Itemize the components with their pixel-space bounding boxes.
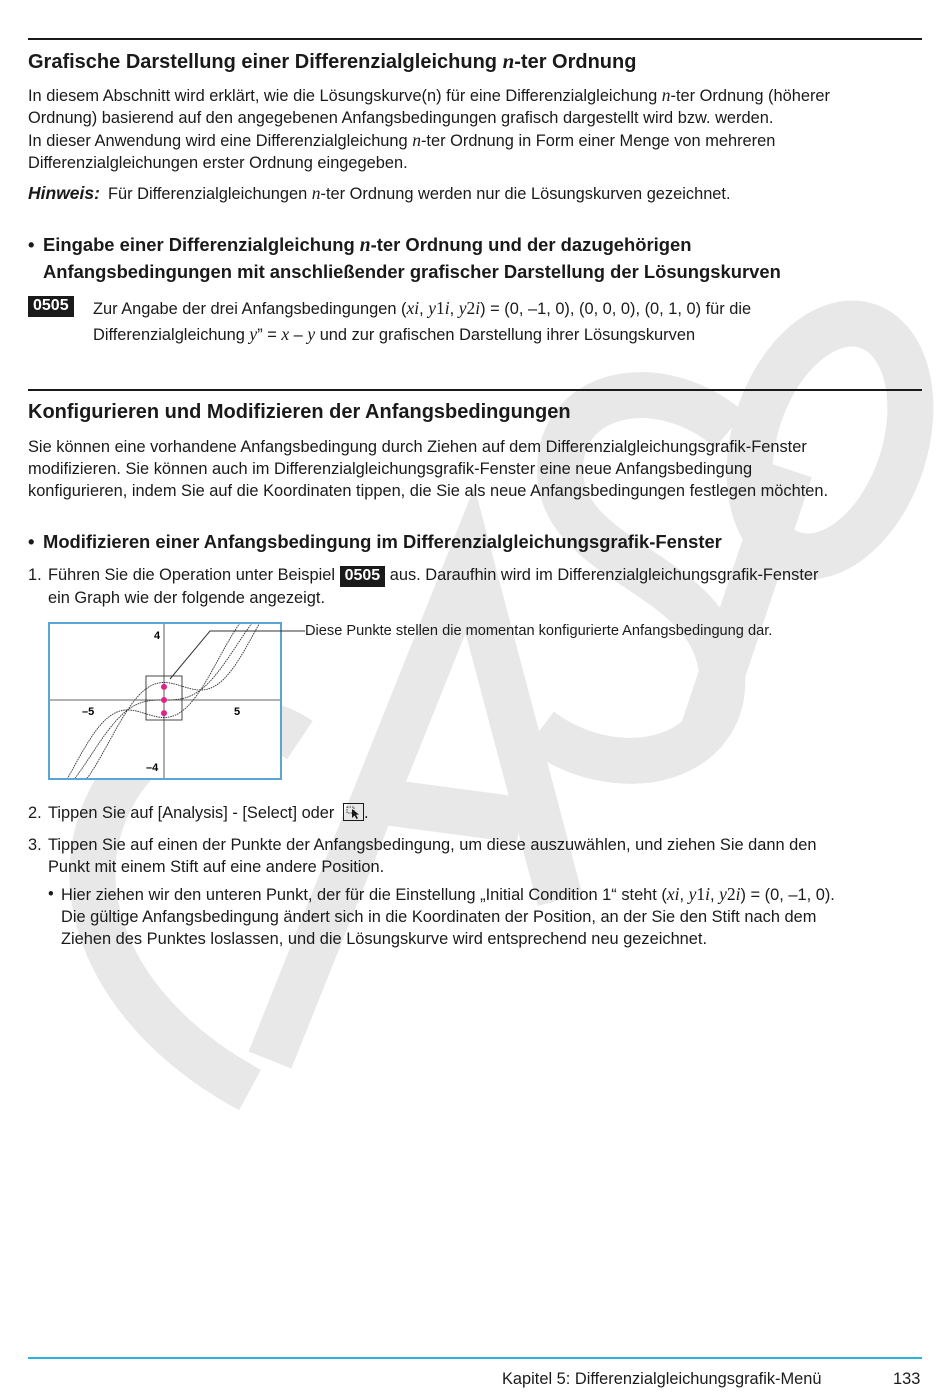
text: -ter Ordnung (höherer [670,87,830,105]
note-text: -ter Ordnung werden nur die Lösungskurven gezeichnet. [320,185,731,203]
text: konfigurieren, indem Sie auf die Koordinaten tippen, die Sie als neue Anfangsbedingungen festlegen möchten. [28,482,829,500]
text: Zur Angabe der drei Anfangsbedingungen ( [93,300,407,318]
bullet-dot: • [48,885,54,903]
step-number: 1. [28,566,42,584]
bullet-dot: • [28,531,35,552]
var: y [428,298,437,318]
step-number: 2. [28,804,42,822]
var: 1 [696,884,706,904]
text: , [449,300,459,318]
text: Tippen Sie auf [Analysis] - [Select] oder [48,804,339,822]
bullet-heading-input [28,232,781,285]
y-max-label: 4 [154,630,161,642]
text: – [289,326,308,344]
text: Sie können eine vorhandene Anfangsbedingung durch Ziehen auf dem Differenzialgleichungsgrafik-Fenster [28,438,807,456]
section-rule-top [28,38,922,40]
text: und zur grafischen Darstellung ihrer Lösungskurven [315,326,696,344]
note [28,182,731,205]
title-var-n: n [502,49,515,73]
text: Ordnung) basierend auf den angegebenen Anfangsbedingungen grafisch dargestellt wird bzw. werden. [28,109,774,127]
text: aus. Daraufhin wird im Differenzialgleichungsgrafik-Fenster [385,566,819,584]
y-min-label: –4 [146,762,159,774]
var: 1 [436,298,445,318]
title-text-end: -ter Ordnung [514,51,637,73]
var: y [249,324,258,344]
var: i [705,884,711,904]
initial-point-3[interactable] [161,684,167,690]
note-text: Für Differenzialgleichungen [107,185,312,203]
text: Hier ziehen wir den unteren Punkt, der für die Einstellung „Initial Condition 1“ steht ( [61,886,667,904]
example-text [93,296,853,348]
text: Ziehen des Punktes loslassen, und die Lösungskurve wird entsprechend neu gezeichnet. [61,930,708,948]
x-max-label: 5 [234,706,241,718]
section2-paragraph [28,436,928,502]
var: y [307,324,316,344]
text: Eingabe einer Differenzialgleichung [43,234,360,255]
footer-rule [28,1357,922,1359]
callout-leader [160,622,310,682]
var: y [688,884,697,904]
var: xi [406,298,420,318]
intro-paragraph [28,84,928,174]
text: ) = (0, –1, 0), (0, 0, 0), (0, 1, 0) für die [480,300,752,318]
step-text [48,834,928,878]
text: ein Graph wie der folgende angezeigt. [48,589,326,607]
var: i [444,298,450,318]
select-cursor-icon[interactable] [343,803,364,821]
step-number: 3. [28,836,42,854]
title-text: Grafische Darstellung einer Differenzialgleichung [28,51,503,73]
text: Anfangsbedingungen mit anschließender grafischer Darstellung der Lösungskurven [43,261,781,282]
initial-point-2[interactable] [161,697,167,703]
var: xi [666,884,680,904]
text: -ter Ordnung in Form einer Menge von mehreren [420,132,776,150]
var: x [281,324,290,344]
initial-point-1[interactable] [161,710,167,716]
footer-chapter: Kapitel 5: Differenzialgleichungsgrafik-Menü [502,1370,822,1388]
text: Differenzialgleichung [93,326,250,344]
text: Differenzialgleichungen erster Ordnung eingegeben. [28,154,408,172]
var: i [735,884,741,904]
bullet-heading-modify [28,529,722,555]
var: y [719,884,727,904]
example-badge: 0505 [340,566,386,587]
section-title-initial-conditions: Konfigurieren und Modifizieren der Anfangsbedingungen [28,401,571,423]
text: Modifizieren einer Anfangsbedingung im Differenzialgleichungsgrafik-Fenster [43,531,722,552]
var: y [458,298,467,318]
text: In diesem Abschnitt wird erklärt, wie die Lösungskurve(n) für eine Differenzialgleichung [28,87,662,105]
var-n: n [311,183,321,203]
var-n: n [412,130,421,150]
text: Die gültige Anfangsbedingung ändert sich in die Koordinaten der Position, an der Sie den Stift nach dem [61,908,817,926]
graph-callout: Diese Punkte stellen die momentan konfigurierte Anfangsbedingung dar. [305,623,773,639]
example-badge: 0505 [28,296,74,317]
section-rule-middle [28,389,922,391]
text: Führen Sie die Operation unter Beispiel [48,566,340,584]
text: ” = [257,326,282,344]
text: Punkt mit einem Stift auf eine andere Position. [48,858,385,876]
step-text [48,564,928,609]
text: -ter Ordnung und der dazugehörigen [370,234,692,255]
text: . [363,804,369,822]
text: ) = (0, –1, 0). [740,886,835,904]
var: 2 [726,884,736,904]
text: Tippen Sie auf einen der Punkte der Anfangsbedingung, um diese auszuwählen, und ziehen Sie dann den [48,836,817,854]
bullet-dot: • [28,234,35,255]
var: i [475,298,481,318]
initial-points [161,684,167,716]
page-number: 133 [893,1370,921,1388]
var-n: n [359,235,371,256]
section-title-nth-order [28,49,636,74]
text: , [419,300,429,318]
text: , [679,886,689,904]
subitem-text [61,883,931,950]
note-label: Hinweis: [28,183,100,203]
text: In dieser Anwendung wird eine Differenzialgleichung [28,132,413,150]
text: modifizieren. Sie können auch im Differenzialgleichungsgrafik-Fenster eine neue Anfangsbedingung [28,460,753,478]
text: , [710,886,720,904]
step-text [48,802,928,824]
x-min-label: –5 [82,706,95,718]
var-n: n [661,85,671,105]
var: 2 [466,298,476,318]
